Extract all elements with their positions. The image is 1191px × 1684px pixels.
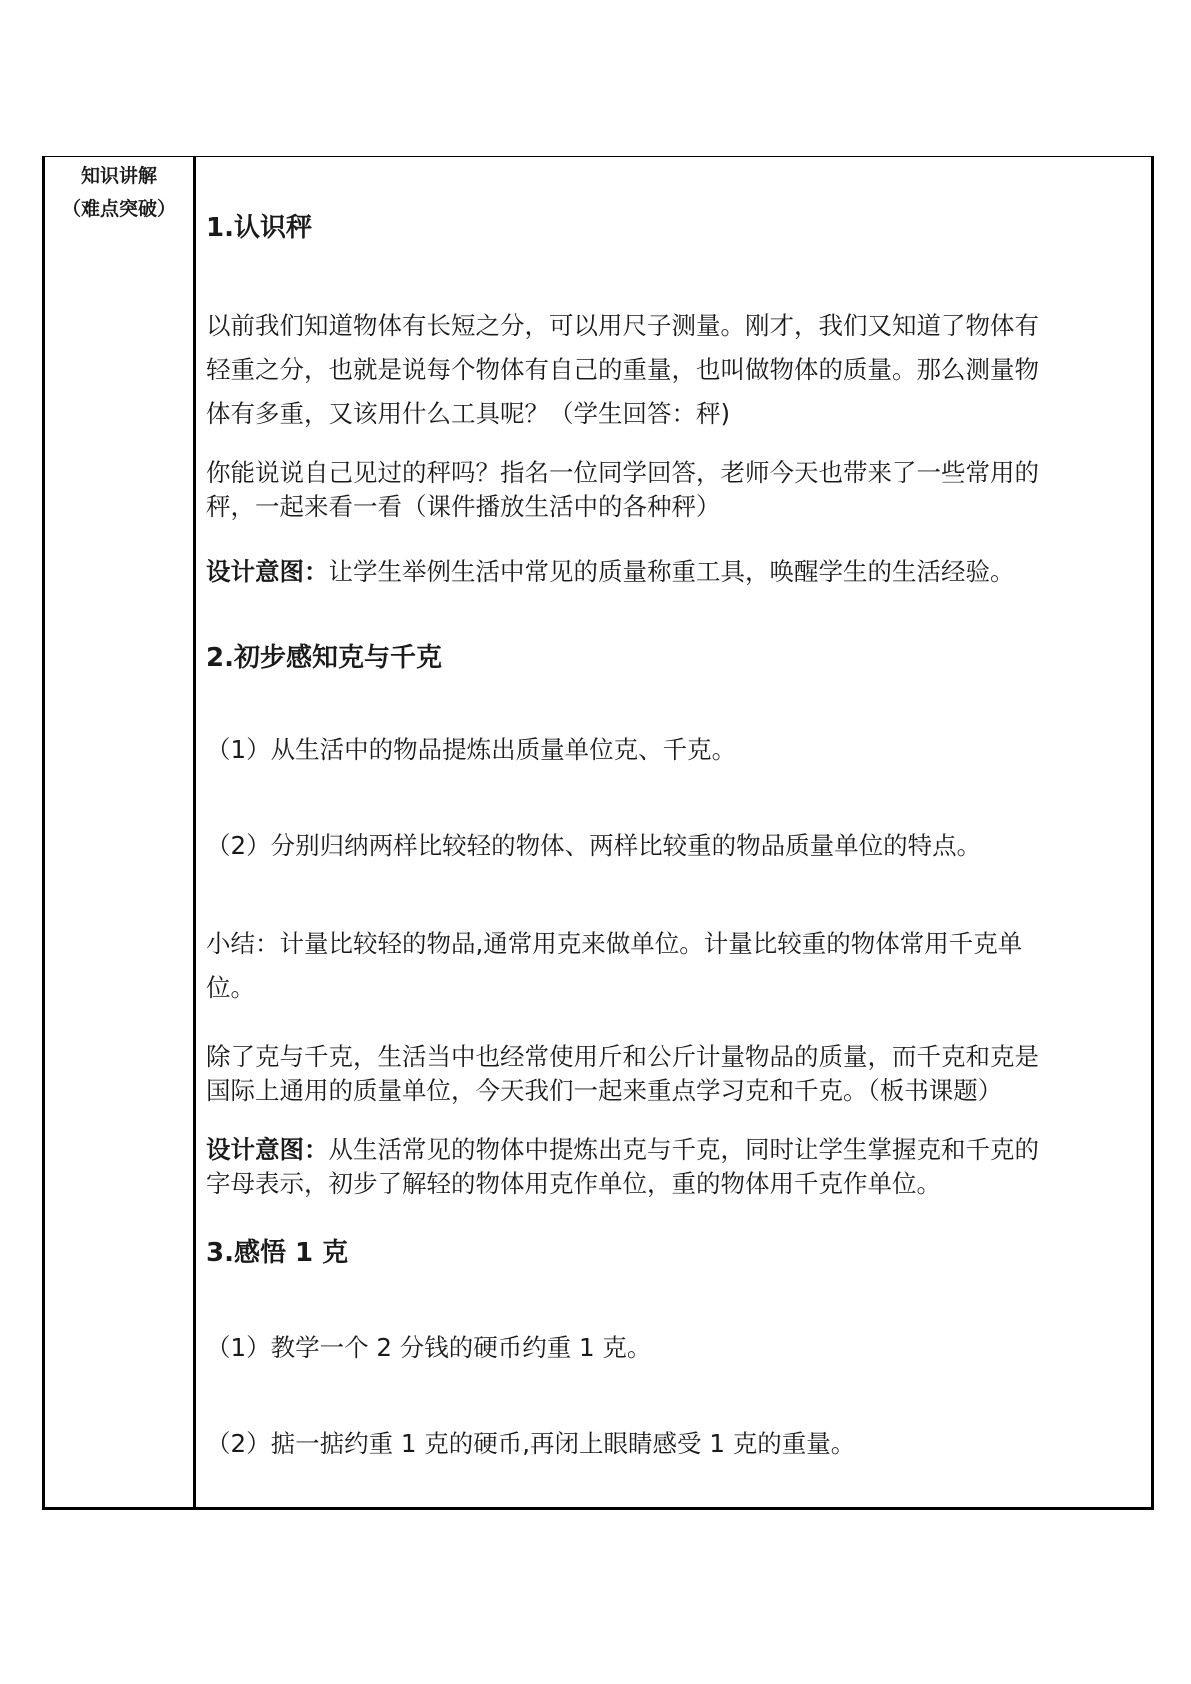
section-2-heading: 2.初步感知克与千克 bbox=[206, 643, 442, 673]
section-2-item-1: （1）从生活中的物品提炼出质量单位克、千克。 bbox=[206, 735, 737, 764]
design-intent-text: 让学生举例生活中常见的质量称重工具，唤醒学生的生活经验。 bbox=[328, 557, 1015, 586]
section-2-summary: 小结：计量比较轻的物品,通常用克来做单位。计量比较重的物体常用千克单 位。 bbox=[206, 929, 1023, 1002]
section-3-heading: 3.感悟 1 克 bbox=[206, 1238, 349, 1268]
row-label-title: 知识讲解 bbox=[80, 165, 157, 187]
section-1-paragraph-1: 以前我们知道物体有长短之分，可以用尺子测量。刚才，我们又知道了物体有 轻重之分，也就是说每个物体有自己的重量，也叫做物体的质量。那么测量物 体有多重，又该用什么工具呢？（学生回答：秤) bbox=[206, 311, 1039, 428]
row-label-cell bbox=[45, 160, 193, 226]
design-intent-label: 设计意图： bbox=[206, 1135, 329, 1164]
section-1-heading: 1.认识秤 bbox=[206, 213, 312, 243]
design-intent-text: 从生活常见的物体中提炼出克与千克，同时让学生掌握克和千克的 bbox=[328, 1135, 1039, 1164]
design-intent-label: 设计意图： bbox=[206, 557, 329, 586]
section-1-design-intent bbox=[206, 550, 1141, 594]
column-divider bbox=[193, 156, 196, 1510]
section-2-item-2: （2）分别归纳两样比较轻的物体、两样比较重的物品质量单位的特点。 bbox=[206, 831, 982, 860]
row-label-subtitle: （难点突破） bbox=[61, 198, 176, 220]
section-1-paragraph-2: 你能说说自己见过的秤吗？指名一位同学回答，老师今天也带来了一些常用的 秤，一起来看一看（课件播放生活中的各种秤） bbox=[206, 458, 1039, 521]
section-3-item-2: （2）掂一掂约重 1 克的硬币,再闭上眼睛感受 1 克的重量。 bbox=[206, 1429, 856, 1458]
section-2-design-intent: 设计意图：从生活常见的物体中提炼出克与千克，同时让学生掌握克和千克的 字母表示，初步了解轻的物体用克作单位，重的物体用千克作单位。 bbox=[206, 1135, 1039, 1198]
section-3-item-1: （1）教学一个 2 分钱的硬币约重 1 克。 bbox=[206, 1333, 652, 1362]
section-2-paragraph: 除了克与千克，生活当中也经常使用斤和公斤计量物品的质量，而千克和克是 国际上通用的质量单位，今天我们一起来重点学习克和千克。（板书课题） bbox=[206, 1042, 1039, 1105]
